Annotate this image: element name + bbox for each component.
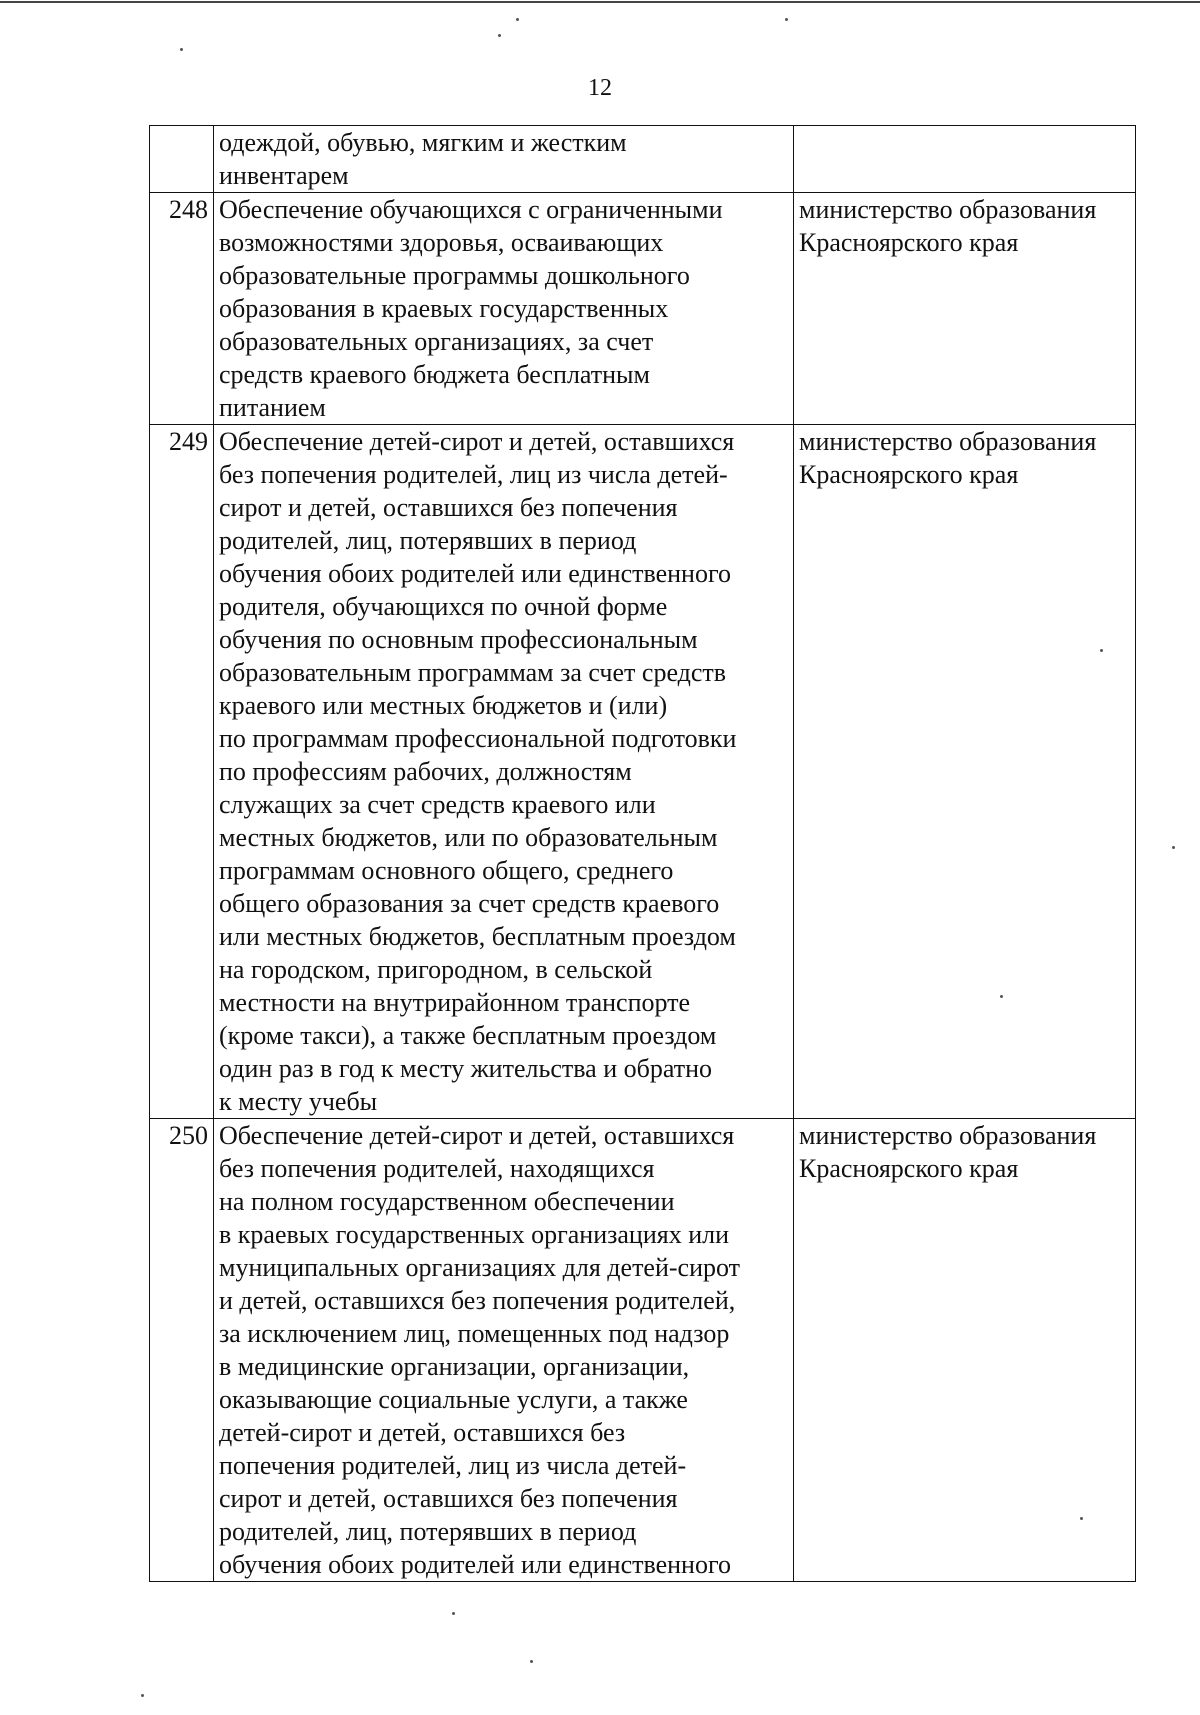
page-number: 12: [588, 75, 612, 101]
scan-speck: [498, 34, 501, 37]
table-row: [150, 1119, 1136, 1582]
description-line: в медицинские организации, организации,: [219, 1352, 690, 1381]
description-line: сирот и детей, оставшихся без попечения: [219, 493, 678, 522]
responsible-line: министерство образования: [799, 1121, 1097, 1150]
scan-speck: [1080, 1517, 1083, 1520]
row-responsible: [794, 1119, 1136, 1582]
description-line: в краевых государственных организациях или: [219, 1220, 730, 1249]
description-line: на городском, пригородном, в сельской: [219, 955, 653, 984]
responsible-line: Красноярского края: [799, 228, 1019, 257]
description-line: родителей, лиц, потерявших в период: [219, 1517, 637, 1546]
description-line: к месту учебы: [219, 1087, 378, 1116]
row-description: [214, 1119, 794, 1582]
scan-speck: [1000, 995, 1003, 998]
description-line: обучения обоих родителей или единственного: [219, 559, 731, 588]
description-line: без попечения родителей, находящихся: [219, 1154, 655, 1183]
description-line: программам основного общего, среднего: [219, 856, 674, 885]
scan-speck: [141, 1694, 144, 1697]
table-row: [150, 126, 1136, 193]
description-line: образовательным программам за счет средств: [219, 658, 727, 687]
description-line: инвентарем: [219, 161, 349, 190]
scan-speck: [452, 1612, 455, 1615]
description-line: (кроме такси), а также бесплатным проездом: [219, 1021, 717, 1050]
row-responsible: [794, 126, 1136, 193]
document-table: [149, 125, 1136, 1582]
row-number: 250: [150, 1119, 214, 1582]
scan-speck: [530, 1660, 533, 1663]
row-responsible: [794, 193, 1136, 425]
scan-speck: [1172, 846, 1175, 849]
row-number: [150, 126, 214, 193]
description-line: Обеспечение обучающихся с ограниченными: [219, 195, 723, 224]
description-line: образовательных организациях, за счет: [219, 327, 654, 356]
description-line: за исключением лиц, помещенных под надзор: [219, 1319, 730, 1348]
description-line: без попечения родителей, лиц из числа детей-: [219, 460, 728, 489]
row-description: [214, 425, 794, 1119]
description-line: краевого или местных бюджетов и (или): [219, 691, 668, 720]
description-line: Обеспечение детей-сирот и детей, оставшихся: [219, 427, 735, 456]
description-line: на полном государственном обеспечении: [219, 1187, 675, 1216]
description-line: муниципальных организациях для детей-сирот: [219, 1253, 741, 1282]
description-line: по программам профессиональной подготовки: [219, 724, 737, 753]
table-row: [150, 425, 1136, 1119]
row-number: 248: [150, 193, 214, 425]
description-line: Обеспечение детей-сирот и детей, оставшихся: [219, 1121, 735, 1150]
description-line: сирот и детей, оставшихся без попечения: [219, 1484, 678, 1513]
row-description: [214, 193, 794, 425]
description-line: по профессиям рабочих, должностям: [219, 757, 632, 786]
description-line: местных бюджетов, или по образовательным: [219, 823, 718, 852]
scan-top-rule: [0, 1, 1200, 3]
table-body: [150, 126, 1136, 1582]
scan-speck: [180, 48, 183, 51]
description-line: попечения родителей, лиц из числа детей-: [219, 1451, 687, 1480]
description-line: образования в краевых государственных: [219, 294, 669, 323]
row-responsible: [794, 425, 1136, 1119]
description-line: обучения по основным профессиональным: [219, 625, 698, 654]
description-line: и детей, оставшихся без попечения родителей,: [219, 1286, 736, 1315]
responsible-line: министерство образования: [799, 427, 1097, 456]
description-line: один раз в год к месту жительства и обратно: [219, 1054, 712, 1083]
responsible-line: Красноярского края: [799, 460, 1019, 489]
table-row: [150, 193, 1136, 425]
description-line: служащих за счет средств краевого или: [219, 790, 656, 819]
description-line: возможностями здоровья, осваивающих: [219, 228, 664, 257]
scan-speck: [1100, 649, 1103, 652]
scan-speck: [516, 18, 519, 21]
description-line: детей-сирот и детей, оставшихся без: [219, 1418, 626, 1447]
responsible-line: Красноярского края: [799, 1154, 1019, 1183]
description-line: одеждой, обувью, мягким и жестким: [219, 128, 627, 157]
row-number: 249: [150, 425, 214, 1119]
description-line: питанием: [219, 393, 326, 422]
description-line: средств краевого бюджета бесплатным: [219, 360, 650, 389]
scan-speck: [785, 18, 788, 21]
description-line: родителя, обучающихся по очной форме: [219, 592, 668, 621]
responsible-line: министерство образования: [799, 195, 1097, 224]
description-line: оказывающие социальные услуги, а также: [219, 1385, 688, 1414]
description-line: родителей, лиц, потерявших в период: [219, 526, 637, 555]
description-line: или местных бюджетов, бесплатным проездом: [219, 922, 736, 951]
description-line: общего образования за счет средств краевого: [219, 889, 720, 918]
row-description: [214, 126, 794, 193]
description-line: обучения обоих родителей или единственного: [219, 1550, 731, 1579]
description-line: образовательные программы дошкольного: [219, 261, 690, 290]
description-line: местности на внутрирайонном транспорте: [219, 988, 691, 1017]
